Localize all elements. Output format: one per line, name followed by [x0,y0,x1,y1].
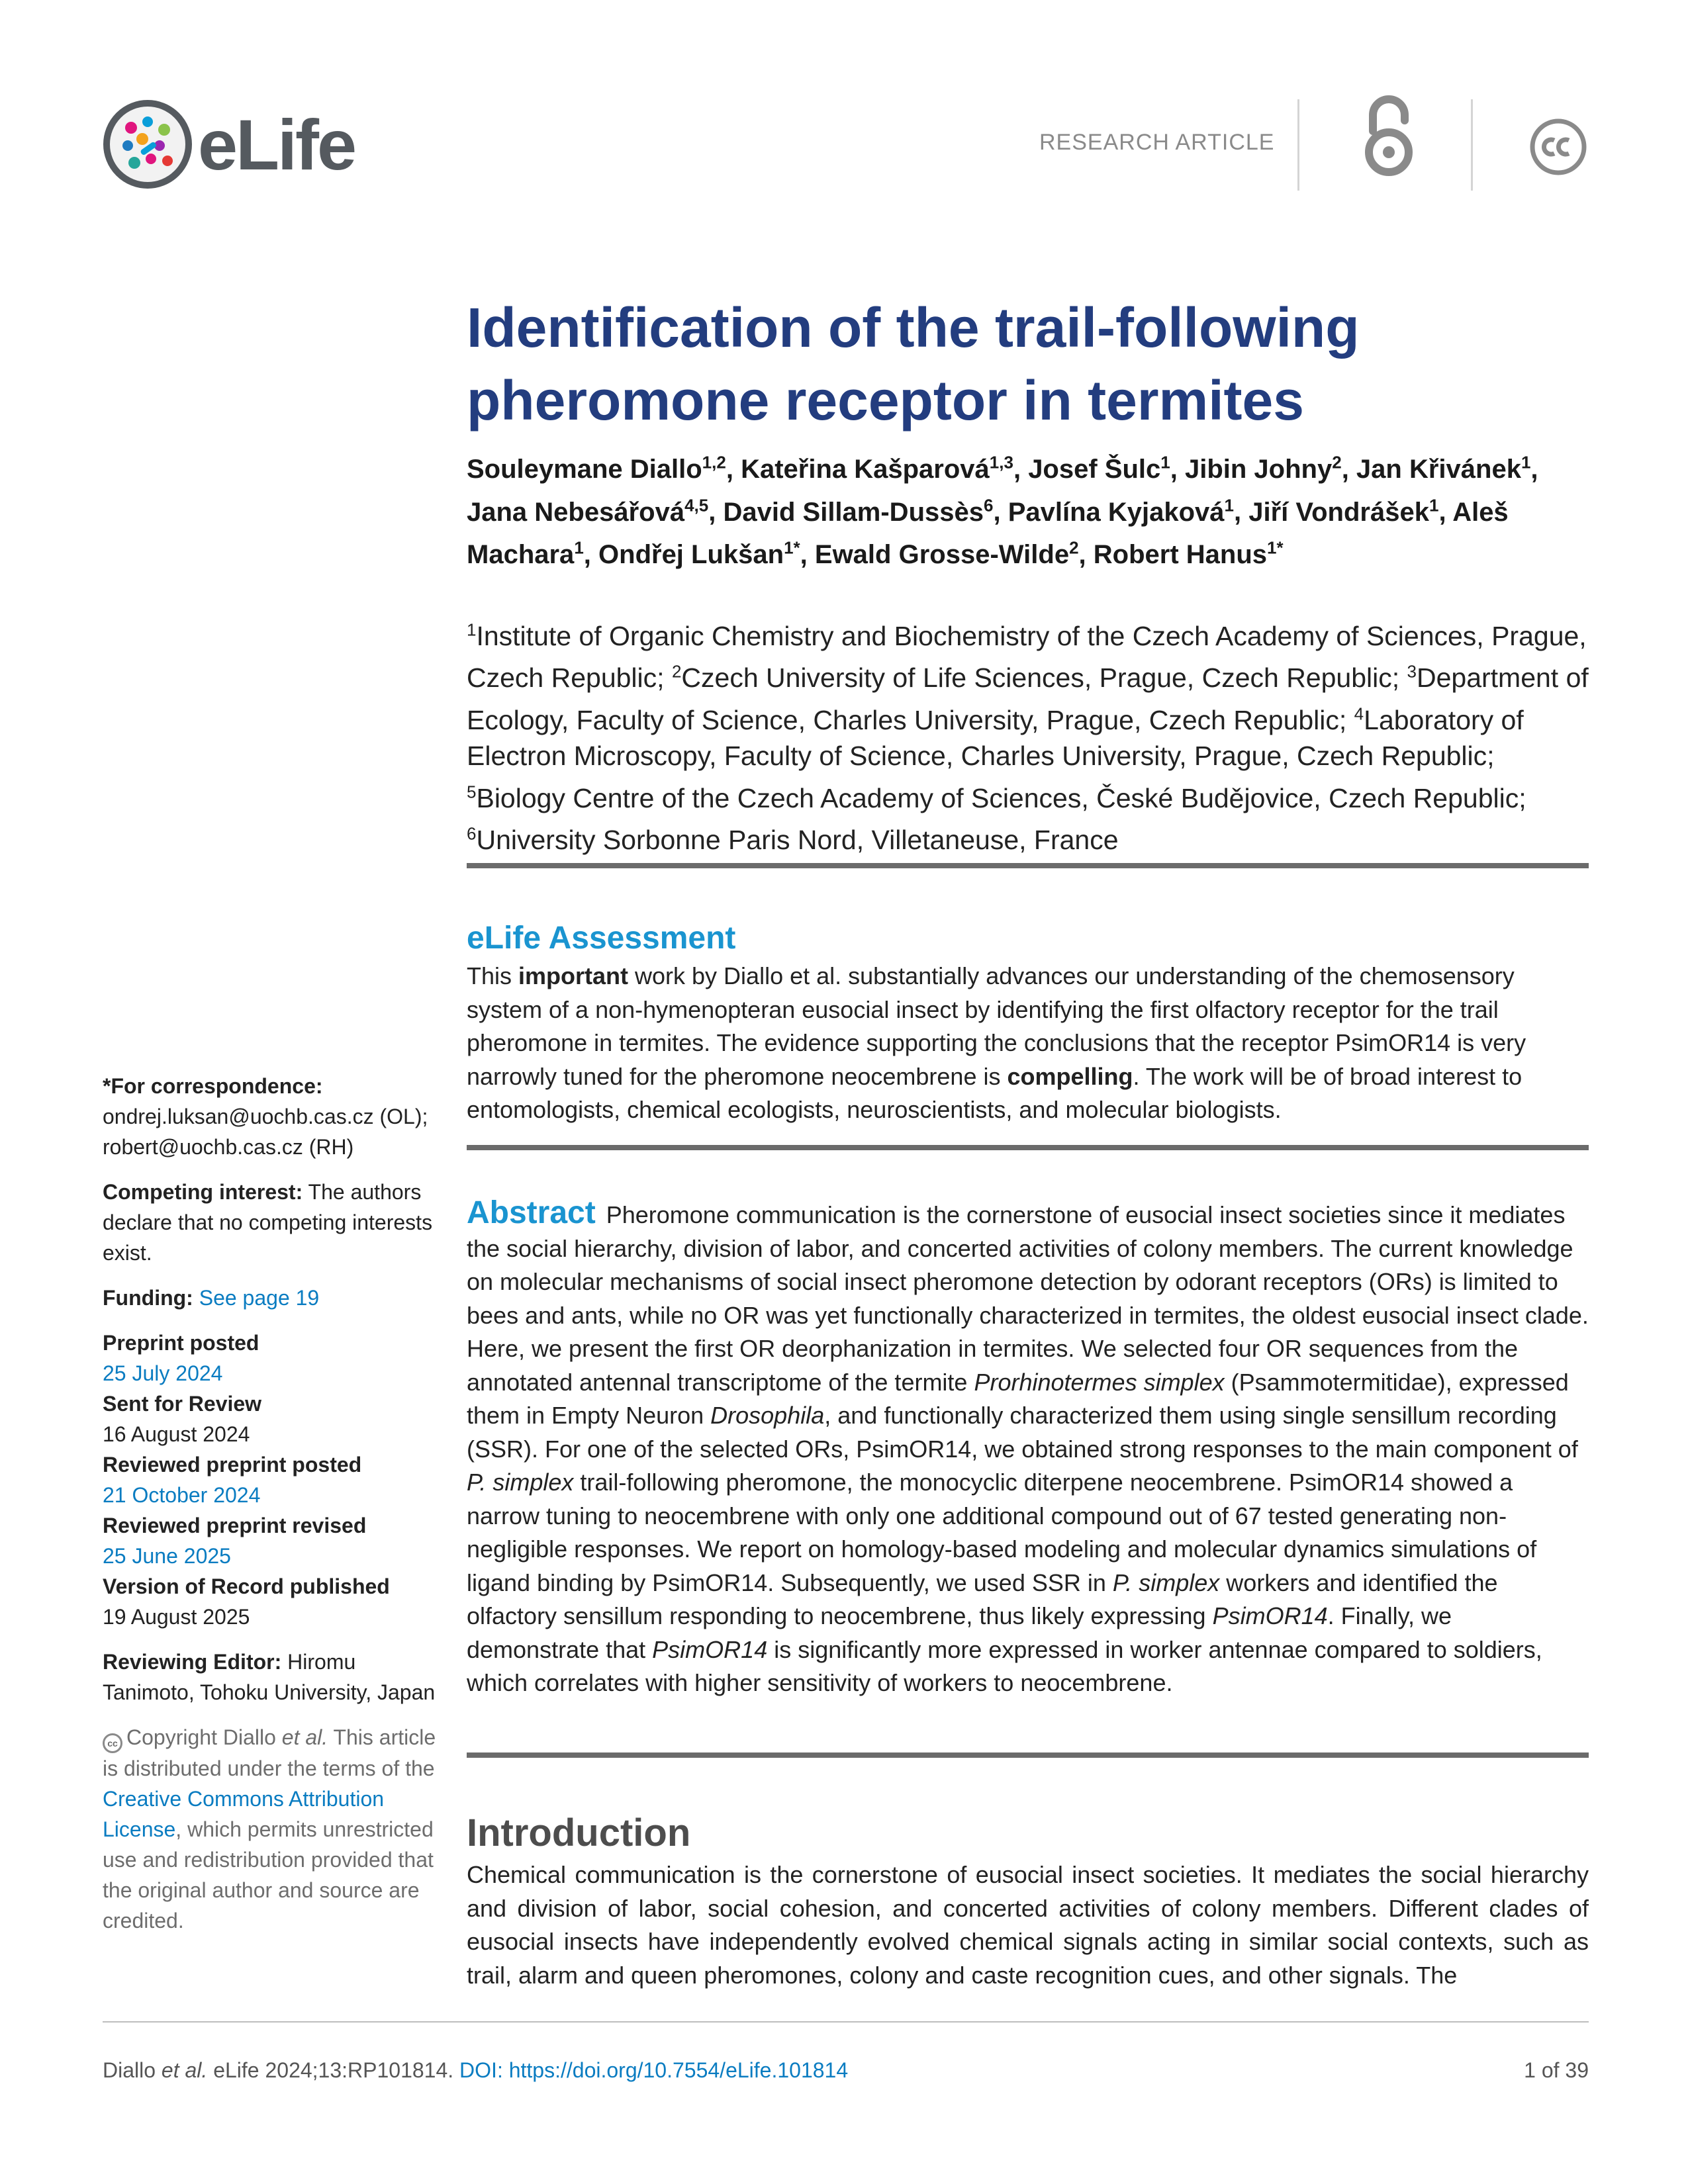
open-access-icon[interactable] [1358,91,1419,177]
author-affiliation-marker: 1,3 [989,453,1013,473]
author-name: Jiří Vondrášek$^1$ [1248,495,1439,527]
affiliation: $^1$Institute of Organic Chemistry and Biochemistry of the Czech Academy of Sciences, Prague, Czech Republic; [467,619,1587,694]
section-divider [467,1145,1589,1150]
correspondence-email[interactable]: ondrej.luksan@uochb.cas.cz (OL); [103,1105,428,1128]
article-sidebar [103,1071,440,1936]
affiliation: $^6$University Sorbonne Paris Nord, Villetaneuse, France [467,823,1119,856]
author-affiliation-marker: 1* [1267,537,1284,558]
article-title: Identification of the trail-following pheromone receptor in termites [467,296,1360,432]
author-name: Ondřej Lukšan$^{1*}$ [598,537,800,569]
page-number: 1 of 39 [1524,2058,1589,2082]
preprint-date-link[interactable]: 25 July 2024 [103,1361,223,1385]
funding: Funding: See page 19 [103,1286,320,1310]
preprint-label: Preprint posted [103,1331,259,1355]
license-link[interactable]: Creative Commons Attribution License [103,1787,385,1841]
correspondence-email[interactable]: robert@uochb.cas.cz (RH) [103,1135,354,1159]
abstract: Abstract Pheromone communication is the cornerstone of eusocial insect societies since it mediates the social hierarchy, division of labor, and concerted activities of colony members. The current knowledge on molecular mechanisms of social insect pheromone detection by odorant receptors (ORs) is limited to bees and ants, while no OR was yet functionally characterized in termites, the oldest eusocial insect clade. Here, we present the first OR deorphanization in termites. We selected four OR sequences from the annotated antennal transcriptome of the termite Prorhinotermes simplex (Psammotermitidae), expressed them in Empty Neuron Drosophila, and functionally characterized them using single sensillum recording (SSR). For one of the selected ORs, PsimOR14, we obtained strong responses to the main component of P. simplex trail-following pheromone, the monocyclic diterpene neocembrene. PsimOR14 showed a narrow tuning to neocembrene with only one additional compound out of 67 tested generating non-negligible responses. We report on homology-based modeling and molecular dynamics simulations of ligand binding by PsimOR14. Subsequently, we used SSR in P. simplex workers and identified the olfactory sensillum responding to neocembrene, thus likely expressing PsimOR14. Finally, we demonstrate that PsimOR14 is significantly more expressed in worker antennae compared to soldiers, which correlates with higher sensitivity of workers to neocembrene. [467,1195,1589,1696]
cc-small-icon: cc [103,1733,122,1753]
author-name: Pavlína Kyjaková$^1$ [1008,495,1235,527]
abstract-heading: Abstract [467,1195,596,1230]
author-affiliation-marker: 2 [1332,453,1342,473]
vor-label: Version of Record published [103,1574,390,1598]
elife-logo-icon [101,98,194,191]
header-divider [1297,99,1299,191]
author-affiliation-marker: 1 [1224,495,1235,516]
author-affiliation-marker: 6 [983,495,994,516]
assessment-text: This important work by Diallo et al. substantially advances our understanding of the chemosensory system of a non-hymenopteran eusocial insect by identifying the first olfactory receptor for the trail pheromone in termites. The evidence supporting the conclusions that the receptor PsimOR14 is very narrowly tuned for the pheromone neocembrene is compelling. The work will be of broad interest to entomologists, chemical ecologists, neuroscientists, and molecular biologists. [467,962,1526,1123]
author-affiliation-marker: 1 [1429,495,1439,516]
section-divider [467,863,1589,868]
competing-interest: Competing interest: The authors declare that no competing interests exist. [103,1180,433,1265]
revised-preprint-date-link[interactable]: 25 June 2025 [103,1544,231,1568]
assessment-heading: eLife Assessment [467,921,736,956]
author-affiliation-marker: 1 [1521,453,1531,473]
assessment-significance: important [518,962,629,989]
author-name: Jan Křivánek$^1$ [1356,453,1531,484]
section-divider [467,1752,1589,1758]
citation: Diallo et al. eLife 2024;13:RP101814. DOI: https://doi.org/10.7554/eLife.101814 [103,2058,849,2082]
correspondence-label: *For correspondence: [103,1074,323,1098]
author-affiliation-marker: 4,5 [684,495,709,516]
reviewed-preprint-date-link[interactable]: 21 October 2024 [103,1483,261,1507]
affiliation: $^4$Laboratory of Electron Microscopy, Faculty of Science, Charles University, Prague, Czech Republic; [467,704,1524,771]
author-name: Kateřina Kašparová$^{1,3}$ [741,453,1013,484]
footer-divider [103,2021,1589,2023]
assessment-strength: compelling [1007,1062,1133,1090]
affiliation: $^5$Biology Centre of the Czech Academy of Sciences, České Budějovice, Czech Republic; [467,781,1526,813]
elife-logo[interactable] [101,98,379,191]
review-date: 16 August 2024 [103,1422,250,1446]
author-affiliation-marker: 1* [784,537,800,558]
reviewing-editor: Reviewing Editor: Hiromu Tanimoto, Tohoku University, Japan [103,1650,436,1704]
reviewed-preprint-label: Reviewed preprint posted [103,1453,362,1477]
introduction-heading: Introduction [467,1811,691,1854]
author-name: Robert Hanus$^{1*}$ [1093,537,1284,569]
author-affiliation-marker: 1 [1160,453,1170,473]
author-affiliation-marker: 2 [1069,537,1079,558]
affiliation: $^2$Czech University of Life Sciences, Prague, Czech Republic; [671,661,1407,694]
author-name: Souleymane Diallo$^{1,2}$ [467,453,726,484]
page-footer [103,2058,1589,2083]
author-name: Jana Nebesářová$^{4,5}$ [467,495,709,527]
author-affiliation-marker: 1,2 [702,453,726,473]
doi-link[interactable]: DOI: https://doi.org/10.7554/eLife.101814 [459,2058,849,2082]
copyright-notice: cc Copyright Diallo et al. This article is distributed under the terms of the Creative Commons Attribution License, which permits unrestricted use and redistribution provided that the original author and source are credited. [103,1725,436,1933]
header-divider [1471,99,1473,191]
affiliation: $^3$Department of Ecology, Faculty of Science, Charles University, Prague, Czech Republic; [467,661,1589,735]
author-name: David Sillam-Dussès$^6$ [723,495,994,527]
vor-date: 19 August 2025 [103,1605,250,1629]
creative-commons-icon[interactable] [1529,118,1587,176]
article-type-label: RESEARCH ARTICLE [1039,130,1275,155]
affiliations [467,612,1592,858]
author-affiliation-marker: 1 [574,537,584,558]
author-name: Josef Šulc$^1$ [1028,453,1170,484]
logo-text: eLife [198,104,355,185]
author-name: Aleš Machara$^1$ [467,497,1509,569]
introduction-text: Chemical communication is the cornerstone of eusocial insect societies. It mediates the social hierarchy and division of labor, social cohesion, and concerted activities of colony members. Different clades of eusocial insects have independently evolved chemical signals acting in similar social contexts, such as trail, alarm and queen pheromones, colony and caste recognition cues, and other signals. The [467,1861,1589,1989]
funding-link[interactable]: See page 19 [199,1286,320,1310]
revised-preprint-label: Reviewed preprint revised [103,1514,367,1537]
author-name: Jibin Johny$^2$ [1184,453,1342,484]
author-list: Souleymane Diallo$^{1,2}$, Kateřina Kašparová$^{1,3}$, Josef Šulc$^1$, Jibin Johny$^2$, Jan Křivánek$^1$, Jana Nebesářová$^{4,5}$, David Sillam-Dussès$^6$, Pavlína Kyjaková$^1$, Jiří Vondrášek$^1$, Aleš Machara$^1$, Ondřej Lukšan$^{1*}$, Ewald Grosse-Wilde$^2$, Robert Hanus$^{1*}$ [467,453,1538,569]
author-name: Ewald Grosse-Wilde$^2$ [814,537,1079,569]
review-label: Sent for Review [103,1392,262,1416]
